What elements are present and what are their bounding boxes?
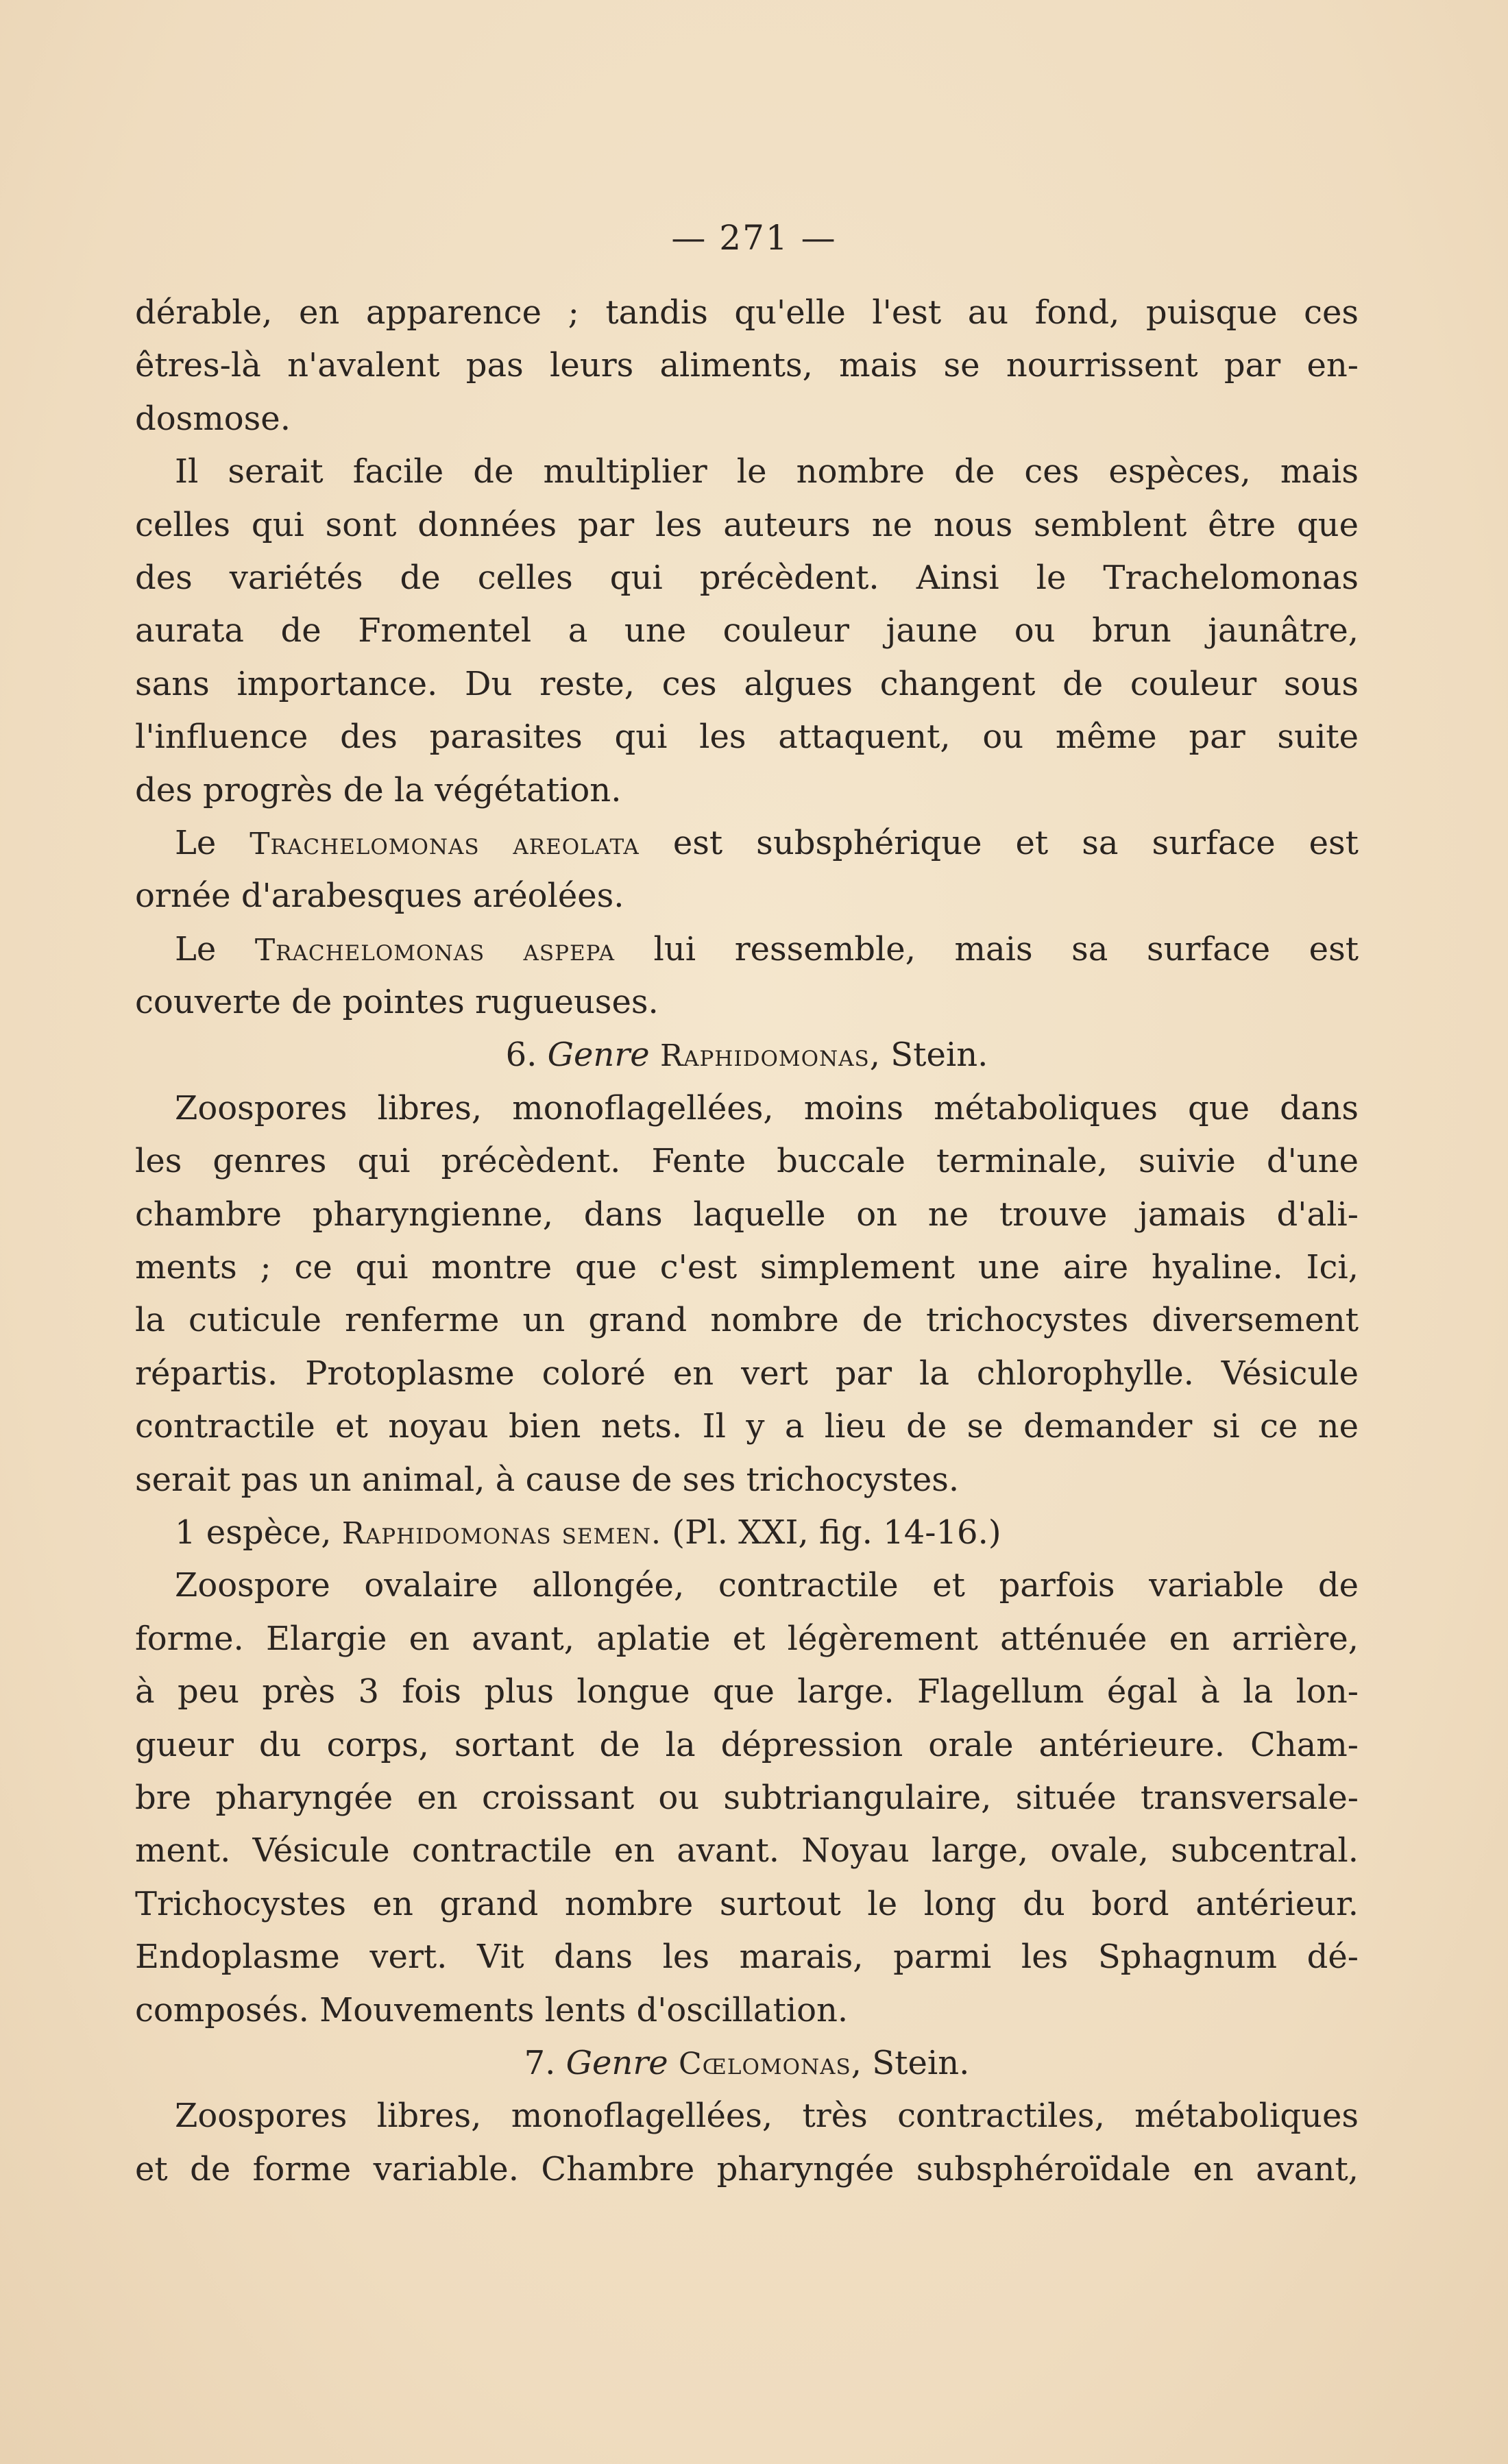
- species-name: Trachelomonas areolata: [250, 826, 640, 862]
- text-line: [135, 923, 1359, 976]
- body-text: [135, 286, 1359, 2196]
- section-heading: [135, 2037, 1359, 2090]
- text-line: ment. Vésicule contractile en avant. Noyau large, ovale, subcentral.: [135, 1831, 1359, 1870]
- text-fragment: lui ressemble, mais sa surface est: [653, 929, 1359, 968]
- text-line: serait pas un animal, à cause de ses trichocystes.: [135, 1460, 960, 1499]
- text-line: couverte de pointes rugueuses.: [135, 983, 659, 1022]
- text-line: Il serait facile de multiplier le nombre de ces espèces, mais: [175, 452, 1359, 491]
- text-line: l'influence des parasites qui les attaquent, ou même par suite: [135, 718, 1359, 757]
- section-heading: [135, 1029, 1359, 1082]
- text-line: bre pharyngée en croissant ou subtriangulaire, située transversale-: [135, 1778, 1359, 1817]
- text-line: forme. Elargie en avant, aplatie et légèrement atténuée en arrière,: [135, 1619, 1359, 1658]
- text-fragment: Le: [175, 823, 217, 862]
- text-line: dosmose.: [135, 399, 291, 438]
- heading-genus-name: Cœlomonas: [678, 2046, 851, 2082]
- text-line: Zoospores libres, monoflagellées, moins métaboliques que dans: [175, 1088, 1359, 1127]
- text-line: à peu près 3 fois plus longue que large. Flagellum égal à la lon-: [135, 1672, 1359, 1711]
- heading-number: 6.: [505, 1036, 537, 1075]
- heading-author: , Stein.: [851, 2043, 970, 2082]
- heading-genre: Genre: [547, 1036, 650, 1075]
- text-line: celles qui sont données par les auteurs ne nous semblent être que: [135, 505, 1359, 544]
- heading-genre: Genre: [566, 2043, 668, 2082]
- text-line: gueur du corps, sortant de la dépression orale antérieure. Cham-: [135, 1725, 1359, 1764]
- text-line: des progrès de la végétation.: [135, 770, 622, 809]
- page-number: — 271 —: [671, 218, 837, 258]
- text-line: chambre pharyngienne, dans laquelle on ne trouve jamais d'ali-: [135, 1195, 1359, 1234]
- text-line: ments ; ce qui montre que c'est simplement une aire hyaline. Ici,: [135, 1248, 1359, 1287]
- text-line: ornée d'arabesques aréolées.: [135, 877, 624, 916]
- text-fragment: Le: [175, 929, 217, 968]
- text-fragment: 1 espèce,: [175, 1513, 332, 1552]
- text-line: répartis. Protoplasme coloré en vert par la chlorophylle. Vésicule: [135, 1354, 1359, 1393]
- text-line: êtres-là n'avalent pas leurs aliments, mais se nourrissent par en-: [135, 346, 1359, 385]
- text-line: Endoplasme vert. Vit dans les marais, parmi les Sphagnum dé-: [135, 1938, 1359, 1977]
- species-name: Trachelomonas aspepa: [254, 932, 615, 968]
- text-line: aurata de Fromentel a une couleur jaune ou brun jaunâtre,: [135, 611, 1359, 650]
- text-line: Zoospores libres, monoflagellées, très contractiles, métaboliques: [175, 2097, 1359, 2136]
- heading-number: 7.: [524, 2043, 556, 2082]
- text-line: la cuticule renferme un grand nombre de trichocystes diversement: [135, 1301, 1359, 1340]
- text-line: et de forme variable. Chambre pharyngée subsphéroïdale en avant,: [135, 2149, 1359, 2188]
- heading-genus-name: Raphidomonas: [659, 1038, 870, 1074]
- plate-reference: (Pl. XXI, fig. 14-16.): [672, 1513, 1001, 1552]
- text-line: dérable, en apparence ; tandis qu'elle l'est au fond, puisque ces: [135, 293, 1359, 332]
- text-line: les genres qui précèdent. Fente buccale terminale, suivie d'une: [135, 1142, 1359, 1181]
- text-fragment: est subsphérique et sa surface est: [672, 823, 1359, 862]
- text-line: des variétés de celles qui précèdent. Ainsi le Trachelomonas: [135, 558, 1359, 597]
- text-line: Zoospore ovalaire allongée, contractile et parfois variable de: [175, 1566, 1359, 1605]
- text-line: sans importance. Du reste, ces algues changent de couleur sous: [135, 664, 1359, 703]
- species-line: [135, 1507, 1359, 1559]
- text-line: contractile et noyau bien nets. Il y a lieu de se demander si ce ne: [135, 1407, 1359, 1446]
- heading-author: , Stein.: [869, 1036, 988, 1075]
- text-line: composés. Mouvements lents d'oscillation.: [135, 1990, 849, 2029]
- species-name: Raphidomonas semen.: [341, 1515, 661, 1551]
- text-line: Trichocystes en grand nombre surtout le long du bord antérieur.: [135, 1884, 1359, 1923]
- text-line: [135, 817, 1359, 870]
